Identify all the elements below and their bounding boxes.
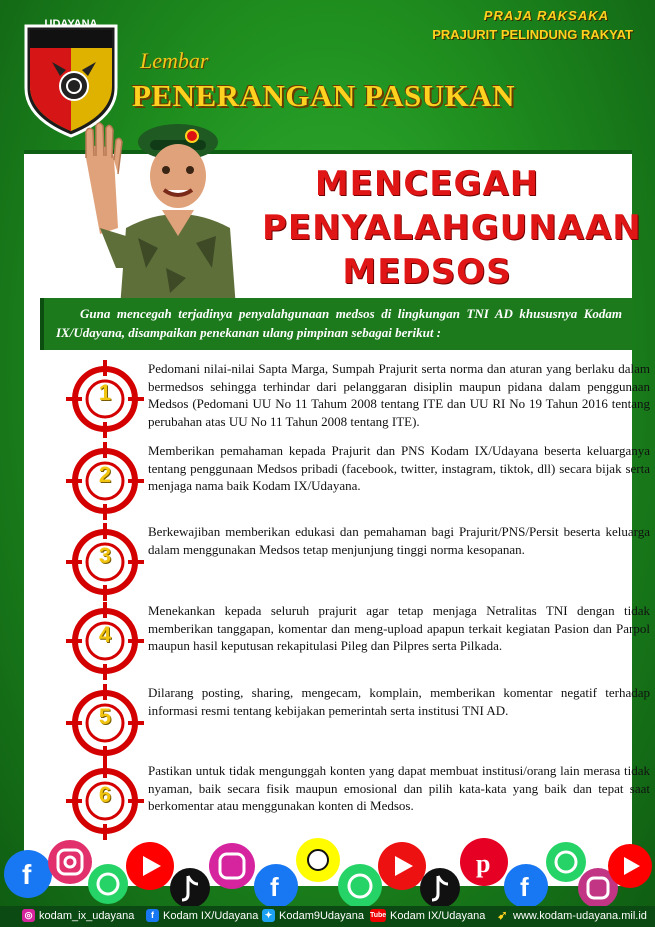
- twitter-icon: ✦: [262, 909, 275, 922]
- tiktok-icon: [170, 868, 210, 908]
- item-number: 2: [98, 462, 112, 487]
- instagram-icon: [209, 843, 255, 889]
- tiktok-icon: [420, 868, 460, 908]
- target-icon: [62, 438, 148, 524]
- intro-box: [40, 298, 632, 350]
- svg-text:f: f: [22, 859, 32, 890]
- instagram-icon: [48, 840, 92, 884]
- twitter-handle: Kodam9Udayana: [279, 909, 365, 922]
- motto-line2: PRAJURIT PELINDUNG RAKYAT: [432, 27, 633, 42]
- item-text: Pedomani nilai-nilai Sapta Marga, Sumpah Prajurit serta norma dan aturan yang berlaku dalam bermedsos sehingga terhindar dari pelanggaran disiplin maupun pidana dalam penggunaan Medsos (Pedomani UU No 11 Tahum 2008 tentang ITE dan UU RI No 19 Tahun 2016 tentang perubahan atas UU No 11 Tahun 2008 tentang ITE).: [148, 361, 650, 429]
- facebook-icon: [4, 850, 52, 898]
- item-text: Menekankan kepada seluruh prajurit agar tetap menjaga Netralitas TNI dengan tidak memberikan tanggapan, komentar dan meng-upload apapun terkait kegiatan Pasion dan Parpol maupun hasil keputusan rekapitulasi Pileg dan Pilpres serta Pilkada.: [148, 603, 650, 653]
- globe-arrow-icon: ➹: [497, 908, 508, 922]
- item-text: Dilarang posting, sharing, mengecam, komplain, memberikan komentar negatif terhadap informasi resmi tentang kebijakan pemerintah serta institusi TNI AD.: [148, 685, 650, 718]
- motto-line1: PRAJA RAKSAKA: [483, 8, 609, 23]
- pinterest-icon: [460, 838, 508, 886]
- item-number: 1: [98, 380, 112, 405]
- target-icon: [62, 598, 148, 684]
- instagram-icon: ◎: [22, 909, 35, 922]
- headline-line1: MENCEGAH: [314, 164, 540, 204]
- headline-line2: PENYALAHGUNAAN: [262, 208, 642, 248]
- lembar-label: Lembar: [140, 48, 209, 73]
- svg-text:p: p: [476, 849, 491, 878]
- website-url: www.kodam-udayana.mil.id: [513, 909, 647, 922]
- target-icon: [62, 680, 148, 766]
- soldier-illustration: [66, 118, 256, 308]
- svg-text:f: f: [270, 872, 279, 902]
- footer-instagram[interactable]: [22, 909, 134, 922]
- headline: [262, 162, 642, 294]
- intro-text: Guna mencegah terjadinya penyalahgunaan medsos di lingkungan TNI AD khususnya Kodam IX/Udayana, disampaikan penekanan ulang pimpinan sebagai berikut :: [56, 306, 622, 340]
- item-number: 5: [98, 704, 112, 729]
- youtube-icon: Tube: [370, 909, 386, 922]
- headline-line3: MEDSOS: [342, 252, 512, 292]
- instagram-handle: kodam_ix_udayana: [39, 909, 135, 922]
- footer-twitter[interactable]: [262, 909, 364, 922]
- logo-label: UDAYANA: [44, 18, 98, 30]
- footer-youtube[interactable]: [370, 909, 485, 922]
- item-number: 6: [98, 782, 112, 807]
- youtube-icon: [126, 842, 174, 890]
- whatsapp-icon: [88, 864, 128, 904]
- youtube-icon: [378, 842, 426, 890]
- item-number: 4: [98, 622, 112, 647]
- snapchat-icon: [296, 838, 340, 882]
- item-text: Memberikan pemahaman kepada Prajurit dan PNS Kodam IX/Udayana beserta keluarganya tentang penggunaan Medsos pribadi (facebook, twitter, instagram, tiktok, dll) secara bijak serta menjaga nama baik Kodam IX/Udayana.: [148, 443, 650, 493]
- facebook-icon: [504, 864, 548, 908]
- social-media-icons-band: [0, 826, 655, 910]
- target-icon: [62, 356, 148, 442]
- item-number: 3: [98, 543, 112, 568]
- facebook-icon: f: [146, 909, 159, 922]
- facebook-icon: [254, 864, 298, 908]
- youtube-icon: [608, 844, 652, 888]
- item-text: Pastikan untuk tidak mengunggah konten yang dapat membuat institusi/orang lain merasa tidak nyaman, baik secara fisik maupun emosional dan pilih kata-kata yang baik dan tepat saat berkomentar atau menggunakan konten di Medsos.: [148, 763, 650, 813]
- facebook-handle: Kodam IX/Udayana: [163, 909, 259, 922]
- youtube-handle: Kodam IX/Udayana: [390, 909, 486, 922]
- footer-website[interactable]: [496, 909, 647, 922]
- target-icon: [62, 519, 148, 605]
- footer-facebook[interactable]: [146, 909, 258, 922]
- whatsapp-icon: [338, 864, 382, 908]
- page-title: PENERANGAN PASUKAN: [132, 78, 516, 113]
- footer: [0, 906, 655, 927]
- item-text: Berkewajiban memberikan edukasi dan pemahaman bagi Prajurit/PNS/Persit beserta keluarga dalam menggunakan Medsos tetap menjunjung tinggi norma kesopanan.: [148, 524, 650, 557]
- whatsapp-icon: [546, 842, 586, 882]
- svg-text:f: f: [520, 872, 529, 902]
